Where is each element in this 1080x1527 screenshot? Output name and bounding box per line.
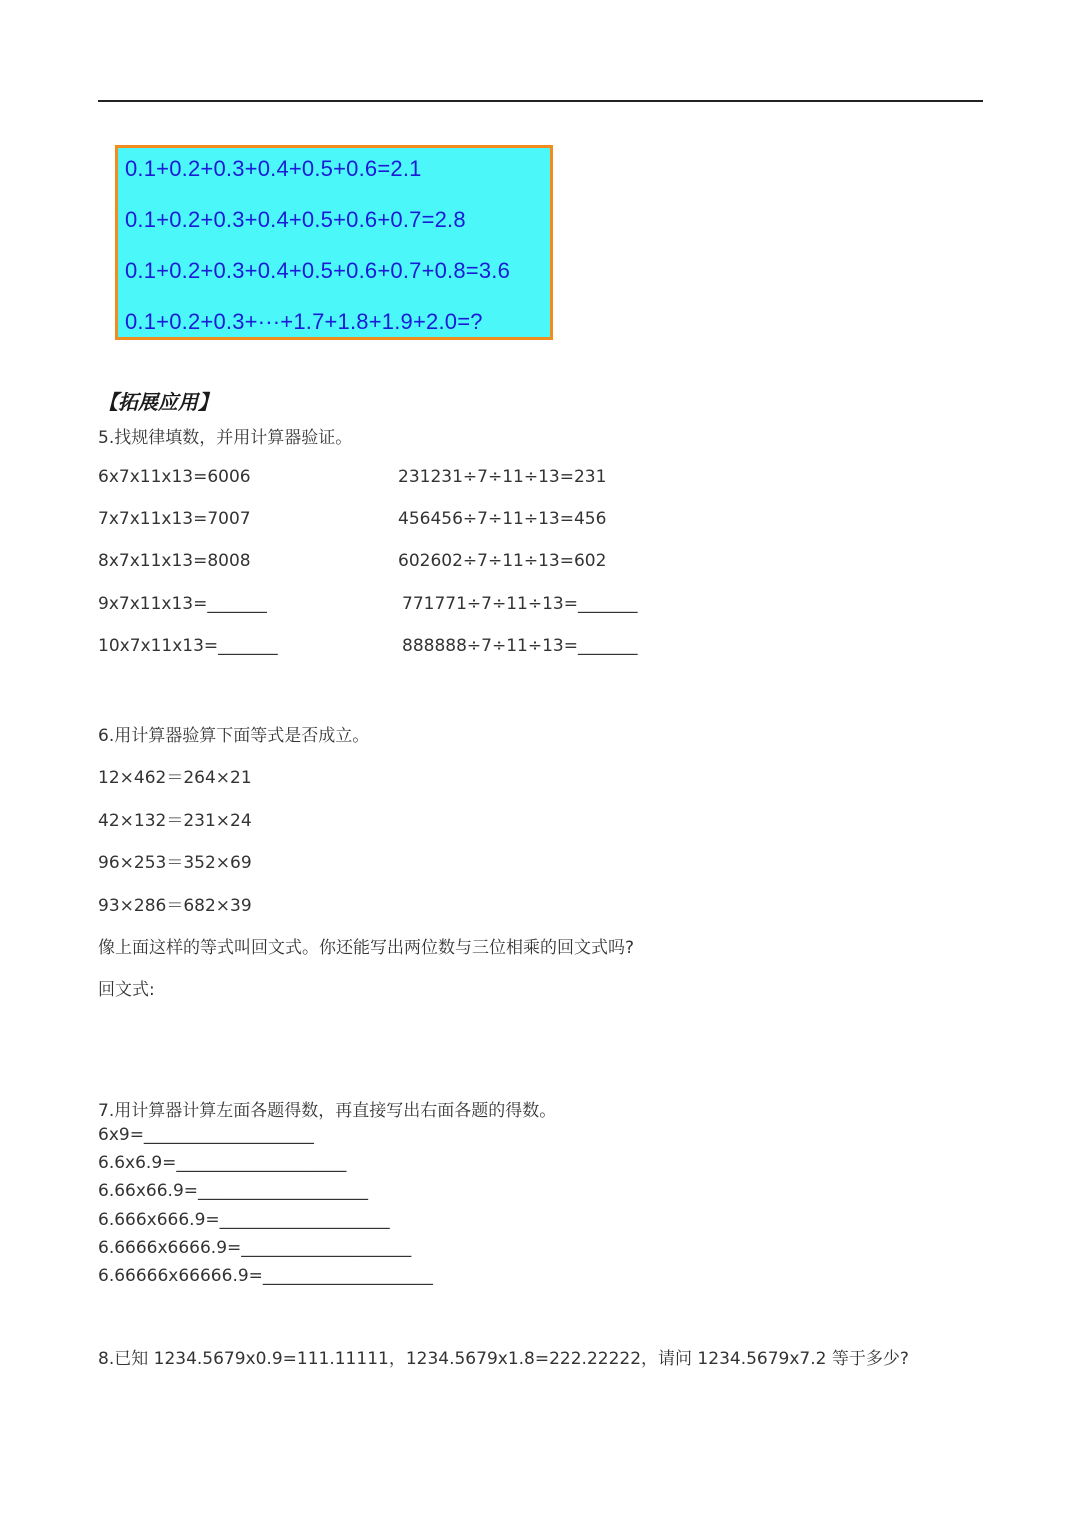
q5-right-line: 456456÷7÷11÷13=456 <box>398 509 607 529</box>
q6-equation: 96×253＝352×69 <box>98 853 252 873</box>
q5-right-line: 231231÷7÷11÷13=231 <box>398 467 607 487</box>
pattern-line: 0.1+0.2+0.3+0.4+0.5+0.6+0.7+0.8=3.6 <box>125 258 511 283</box>
q7-line: 6.666x666.9=____________________ <box>98 1210 390 1230</box>
q5-right-line: 602602÷7÷11÷13=602 <box>398 551 607 571</box>
q5-title: 5.找规律填数，并用计算器验证。 <box>98 428 353 448</box>
header-rule <box>98 100 983 102</box>
q6-answer-label: 回文式: <box>98 980 155 1000</box>
q6-title: 6.用计算器验算下面等式是否成立。 <box>98 726 370 746</box>
q7-line: 6.6666x6666.9=____________________ <box>98 1238 412 1258</box>
pattern-line: 0.1+0.2+0.3+0.4+0.5+0.6+0.7=2.8 <box>125 207 466 232</box>
section-heading: 【拓展应用】 <box>98 390 218 414</box>
q5-left-line: 10x7x11x13=_______ <box>98 636 278 656</box>
q6-question: 像上面这样的等式叫回文式。你还能写出两位数与三位相乘的回文式吗? <box>98 938 635 958</box>
q5-left-line: 9x7x11x13=_______ <box>98 594 267 614</box>
q5-left-line: 7x7x11x13=7007 <box>98 509 251 529</box>
q5-right-line: 771771÷7÷11÷13=_______ <box>402 594 638 614</box>
q7-line: 6.6x6.9=____________________ <box>98 1153 347 1173</box>
pattern-line: 0.1+0.2+0.3+0.4+0.5+0.6=2.1 <box>125 156 422 181</box>
q8-text: 8.已知 1234.5679x0.9=111.11111，1234.5679x1.8=222.22222，请问 1234.5679x7.2 等于多少? <box>98 1349 909 1369</box>
pattern-line: 0.1+0.2+0.3+···+1.7+1.8+1.9+2.0=? <box>125 309 483 334</box>
q7-line: 6.66x66.9=____________________ <box>98 1181 369 1201</box>
q6-equation: 93×286＝682×39 <box>98 896 252 916</box>
q6-equation: 42×132＝231×24 <box>98 811 252 831</box>
q5-left-line: 6x7x11x13=6006 <box>98 467 251 487</box>
q7-title: 7.用计算器计算左面各题得数，再直接写出右面各题的得数。 <box>98 1101 557 1121</box>
q7-line: 6.66666x66666.9=____________________ <box>98 1266 433 1286</box>
q6-equation: 12×462＝264×21 <box>98 768 252 788</box>
q5-right-line: 888888÷7÷11÷13=_______ <box>402 636 638 656</box>
q5-left-line: 8x7x11x13=8008 <box>98 551 251 571</box>
q7-line: 6x9=____________________ <box>98 1125 314 1145</box>
pattern-box <box>115 145 553 340</box>
